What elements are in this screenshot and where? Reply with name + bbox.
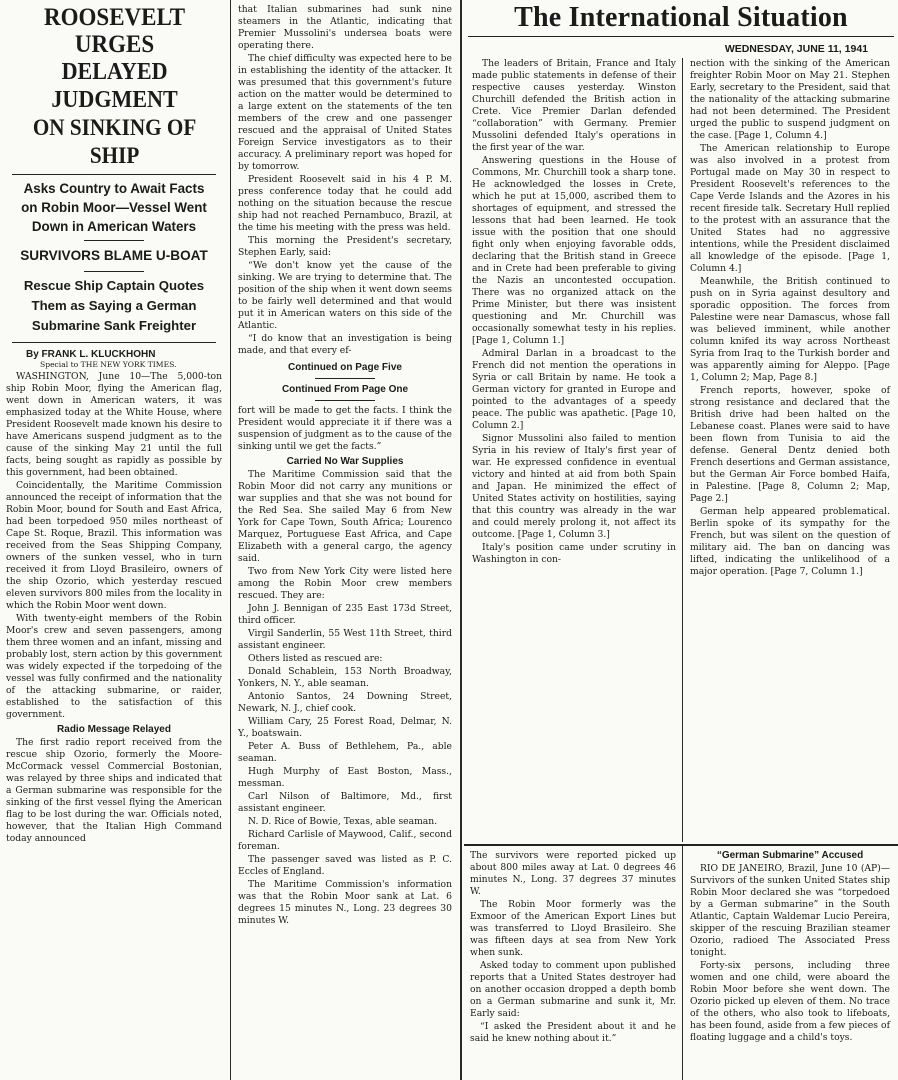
paragraph: Admiral Darlan in a broadcast to the French did not mention the operations in Syria or call Britain by name. He took a German victory for granted in Europe and pointed to the advantages of a speedy peace. The public was apathetic. [Page 10, Column 2.] — [472, 348, 676, 431]
paragraph: N. D. Rice of Bowie, Texas, able seaman. — [248, 816, 438, 827]
headline-line-1: ROOSEVELT URGES — [44, 4, 186, 58]
continuation-left — [468, 850, 678, 1080]
subhead-radio: Radio Message Relayed — [57, 724, 171, 735]
paragraph: Forty-six persons, including three women and one child, were aboard the Robin Moor before she went down. The Ozorio picked up eleven of them. No trace of the others, who also took to lifeboats, has been found, aside from a few pieces of floating luggage and a child's toys. — [690, 960, 890, 1043]
paragraph: The chief difficulty was expected here to be in establishing the identity of the attacker. It was presumed that this government's future action on the matter would be determined to a large extent on the statements of the ten members of the crew and one passenger rescued and the appraisal of United States Foreign Service investigators as to their accuracy. A preliminary report was hoped for by tomorrow. — [238, 53, 452, 172]
column-rule — [682, 58, 683, 842]
article-headline: “German Submarine” Accused — [716, 850, 864, 861]
paragraph: RIO DE JANEIRO, Brazil, June 10 (AP)—Survivors of the sunken United States ship Robin Moor declared she was “torpedoed by a German submarine” in the South Atlantic, Captain Waldemar Lucio Pereira, skipper of the rescuing Brazilian steamer Ozorio, radioed The Associated Press tonight. — [690, 863, 890, 958]
paragraph: that Italian submarines had sunk nine steamers in the Atlantic, indicating that Premier Mussolini's undersea boats were operating there. — [238, 4, 452, 51]
subhead-no-war-supplies: Carried No War Supplies — [286, 456, 404, 467]
paragraph: WASHINGTON, June 10—The 5,000-ton ship Robin Moor, flying the American flag, went down in American waters, it was emphasized today at the White House, where President Roosevelt made known his desire to have Americans suspend judgment as to the cause of the sinking May 21 until the full facts, being sought as rapidly as possible by this government, had been obtained. — [6, 371, 222, 478]
german-submarine-accused — [688, 850, 892, 1080]
rule — [315, 378, 375, 379]
rule — [468, 36, 894, 37]
deck-3-line-3: Submarine Sank Freighter — [31, 318, 197, 333]
paragraph: The passenger saved was listed as P. C. Eccles of England. — [238, 854, 452, 877]
paragraph: Donald Schablein, 153 North Broadway, Yonkers, N. Y., able seaman. — [238, 666, 452, 689]
paragraph: Peter A. Buss of Bethlehem, Pa., able seaman. — [238, 741, 452, 764]
international-situation-col4 — [688, 58, 892, 842]
rule — [12, 174, 216, 175]
roosevelt-article-col2 — [234, 0, 456, 1080]
paragraph: “I do know that an investigation is being made, and that every ef- — [238, 333, 452, 356]
paragraph: Asked today to comment upon published reports that a United States destroyer had on another occasion dropped a depth bomb on a German submarine and sunk it, Mr. Early said: — [470, 960, 676, 1019]
deck-3-line-2: Them as Saying a German — [31, 298, 197, 313]
paragraph: nection with the sinking of the American freighter Robin Moor on May 21. Stephen Early, secretary to the President, said that the nationality of the attacking submarine had not been determined. The President urged the public to suspend judgment on the case. [Page 1, Column 4.] — [690, 58, 890, 141]
continued-from-label: Continued From Page One — [281, 384, 409, 395]
paragraph: Meanwhile, the British continued to push on in Syria against desultory and sporadic opposition. The forces from Palestine were near Damascus, whose fall was believed imminent, while another column knifed its way across Northeast Syria from Iraq to the Turkish border and was apparently aiming for Aleppo. [Page 1, Column 2; Map, Page 8.] — [690, 276, 890, 383]
column-rule — [460, 0, 462, 1080]
deck-1-line-2: on Robin Moor—Vessel Went — [21, 200, 207, 215]
section-title: The International Situation — [514, 2, 848, 33]
paragraph: This morning the President's secretary, Stephen Early, said: — [238, 235, 452, 258]
paragraph: The Robin Moor formerly was the Exmoor of the American Export Lines but was transferred to Lloyd Brasileiro. She was fifteen days at sea from New York when sunk. — [470, 899, 676, 958]
deck-1-line-1: Asks Country to Await Facts — [23, 181, 205, 196]
rule — [12, 342, 216, 343]
deck-2: SURVIVORS BLAME U-BOAT — [20, 248, 208, 263]
box-rule — [464, 844, 898, 846]
international-situation-header — [464, 0, 898, 66]
paragraph: With twenty-eight members of the Robin Moor's crew and seven passengers, among them three women and an infant, missing and probably lost, stern action by this government was widely expected if the torpedoing of the vessel was fully confirmed and the nationality of the attacking submarine, or raider, established to the satisfaction of this government. — [6, 613, 222, 720]
continued-on-label: Continued on Page Five — [288, 362, 402, 373]
deck-3-line-1: Rescue Ship Captain Quotes — [23, 278, 205, 293]
paragraph: “We don't know yet the cause of the sinking. We are trying to determine that. The position of the ship when it went down seems to be fairly well determined and that would put it in American waters on this side of the Atlantic. — [238, 260, 452, 331]
column-rule — [230, 0, 231, 1080]
paragraph: John J. Bennigan of 235 East 173d Street, third officer. — [238, 603, 452, 626]
paragraph: German help appeared problematical. Berlin spoke of its sympathy for the French, but was silent on the question of military aid. The ban on dancing was lifted, indicating the unlikelihood of a major operation. [Page 7, Column 1.] — [690, 506, 890, 577]
headline-line-2: DELAYED JUDGMENT — [51, 59, 178, 113]
paragraph: The Maritime Commission's information was that the Robin Moor sank at Lat. 6 degrees 15 minutes N., Long. 23 degrees 30 minutes W. — [238, 879, 452, 926]
paragraph: Carl Nilson of Baltimore, Md., first assistant engineer. — [238, 791, 452, 814]
paragraph: Richard Carlisle of Maywood, Calif., second foreman. — [238, 829, 452, 852]
paragraph: The leaders of Britain, France and Italy made public statements in defense of their respective causes yesterday. Winston Churchill defended the British action in Crete. Vice Premier Darlan defended “collaboration” with Germany. Premier Mussolini defended Italy's operations in the first year of the war. — [472, 58, 676, 153]
international-situation-col3 — [470, 58, 678, 842]
byline: By FRANK L. KLUCKHOHN — [26, 349, 156, 360]
rule — [84, 240, 144, 241]
paragraph: Virgil Sanderlin, 55 West 11th Street, third assistant engineer. — [238, 628, 452, 651]
paragraph: President Roosevelt said in his 4 P. M. press conference today that he could add nothing on the situation because the rescue ship had not reached Pernambuco, Brazil, at the time his meeting with the press was held. — [238, 174, 452, 233]
rule — [315, 400, 375, 401]
deck-1-line-3: Down in American Waters — [31, 219, 197, 234]
paragraph: William Cary, 25 Forest Road, Delmar, N. Y., boatswain. — [238, 716, 452, 739]
paragraph: Two from New York City were listed here among the Robin Moor crew members rescued. They are: — [238, 566, 452, 601]
paragraph: French reports, however, spoke of strong resistance and declared that the British drive had been halted on the Lebanese coast. Planes were said to have been flown from Tunisia to aid the defense. General Dentz denied both French desertions and German assistance, but the German Air Force bombed Haifa, in Palestine. [Page 8, Column 2; Map, Page 2.] — [690, 385, 890, 504]
paragraph: The Maritime Commission said that the Robin Moor did not carry any munitions or war supplies and that she was not bound for the Red Sea. She sailed May 6 from New York for Cape Town, South Africa; Lourenco Marquez, Portuguese East Africa, and Cape Elizabeth with a general cargo, the agency said. — [238, 469, 452, 564]
column-rule — [682, 846, 683, 1080]
paragraph: Italy's position came under scrutiny in Washington in con- — [472, 542, 676, 565]
paragraph: The first radio report received from the rescue ship Ozorio, formerly the Moore-McCormack vessel Commercial Bostonian, was relayed by three ships and indicated that a German submarine was responsible for the sinking of the first vessel flying the American flag to be lost during the war. Officials noted, however, that the Italian High Command today announced — [6, 737, 222, 844]
roosevelt-article-col1 — [0, 0, 228, 1080]
headline-line-3: ON SINKING OF SHIP — [32, 115, 197, 168]
paragraph: “I asked the President about it and he said he knew nothing about it.” — [470, 1021, 676, 1044]
paragraph: The survivors were reported picked up about 800 miles away at Lat. 0 degrees 46 minutes N., Long. 37 degrees 37 minutes W. — [470, 850, 676, 897]
paragraph: Antonio Santos, 24 Downing Street, Newark, N. J., chief cook. — [238, 691, 452, 714]
paragraph: Answering questions in the House of Commons, Mr. Churchill took a sharp tone. He acknowledged the losses in Crete, which he put at 15,000, ascribed them to shortages of equipment, and stressed the lessons that had been learned. He took issue with the position that one should fight only when enjoying favorable odds, declaring that the British stand in Greece and in Crete had been preferable to giving the Nazis an uncontested occupation. There was no organized attack on the Prime Minister, but there was insistent questioning and Mr. Churchill was occasionally somewhat testy in his replies. [Page 1, Column 1.] — [472, 155, 676, 346]
dateline: WEDNESDAY, JUNE 11, 1941 — [724, 43, 868, 55]
paragraph: Hugh Murphy of East Boston, Mass., messman. — [238, 766, 452, 789]
paragraph: Coincidentally, the Maritime Commission announced the receipt of information that the Robin Moor, bound for South and East Africa, had been torpedoed 950 miles northeast of Cape St. Roque, Brazil. This information was received from the Seas Shipping Company, owners of the sunken vessel, who in turn received it from Lloyd Brasileiro, owners of the ship Ozorio, which yesterday rescued eleven survivors 800 miles from the locality in which the Robin Moor went down. — [6, 480, 222, 611]
paragraph: fort will be made to get the facts. I think the President would appreciate it if there was a suspension of judgment as to the cause of the sinking until we get the facts.” — [238, 405, 452, 452]
paragraph: Signor Mussolini also failed to mention Syria in his review of Italy's first year of war. He expressed confidence in eventual victory and hinted at aid from both Spain and Japan. He minimized the effect of United States activity on hostilities, saying that this country was already in the war and could merely prolong it, not affect its outcome. [Page 1, Column 3.] — [472, 433, 676, 540]
special-dispatch: Special to THE NEW YORK TIMES. — [40, 360, 177, 369]
rule — [84, 271, 144, 272]
paragraph: Others listed as rescued are: — [248, 653, 383, 664]
paragraph: The American relationship to Europe was also involved in a protest from Portugal made on May 30 in respect to President Roosevelt's references to the Cape Verde Islands and the Azores in his recent fireside talk. Secretary Hull replied to the protest with an assurance that the United States had no aggressive intentions, while the President disclaimed all knowledge of the episode. [Page 1, Column 4.] — [690, 143, 890, 274]
